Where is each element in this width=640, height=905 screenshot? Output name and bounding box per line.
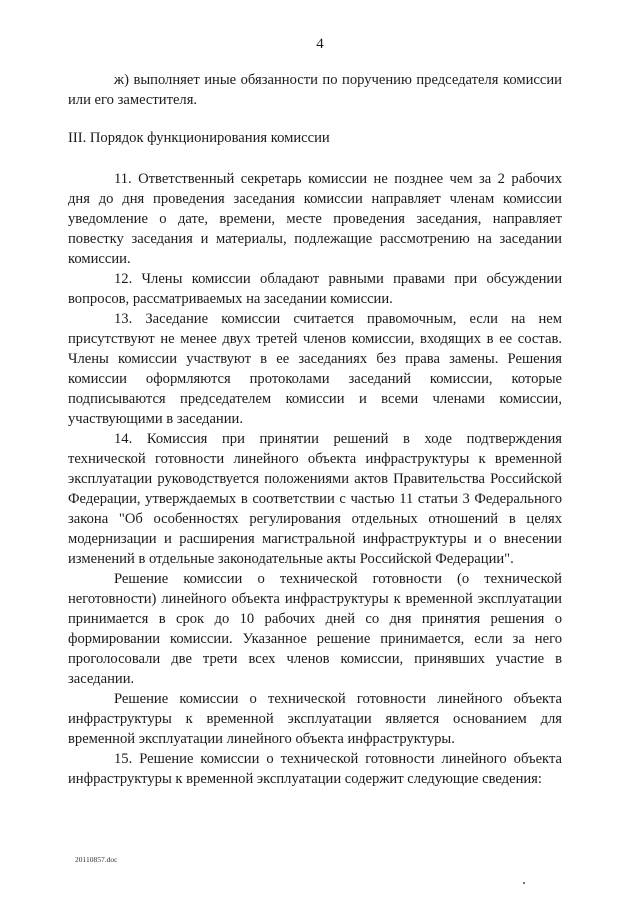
paragraph-11: 11. Ответственный секретарь комиссии не позднее чем за 2 рабочих дня до дня проведения заседания комиссии направляет членам комиссии уведомление о дате, времени, месте проведения заседания, направляет повестку заседания и материалы, подлежащие рассмотрению на заседании комиссии. (68, 171, 562, 267)
page-number: 4 (316, 36, 324, 52)
paragraph-15: 15. Решение комиссии о технической готовности линейного объекта инфраструктуры к временной эксплуатации содержит следующие сведения: (68, 751, 562, 787)
section-heading: III. Порядок функционирования комиссии (68, 130, 330, 146)
paragraph-14-decision-basis: Решение комиссии о технической готовности линейного объекта инфраструктуры к временной эксплуатации является основанием для временной эксплуатации линейного объекта инфраструктуры. (68, 691, 562, 747)
document-body (68, 70, 562, 789)
paragraph-13: 13. Заседание комиссии считается правомочным, если на нем присутствуют не менее двух третей членов комиссии, входящих в ее состав. Члены комиссии участвуют в ее заседаниях без права замены. Решения комиссии оформляются протоколами заседаний комиссии, которые подписываются председателем комиссии и всеми членами комиссии, участвующими в заседании. (68, 311, 562, 427)
scan-dot (523, 882, 525, 884)
paragraph-14: 14. Комиссия при принятии решений в ходе подтверждения технической готовности линейного объекта инфраструктуры к временной эксплуатации руководствуется положениями актов Правительства Российской Федерации, утверждаемых в соответствии с частью 11 статьи 3 Федерального закона "Об особенностях регулирования отдельных отношений в целях модернизации и расширения магистральной инфраструктуры и о внесении изменений в отдельные законодательные акты Российской Федерации". (68, 431, 562, 567)
document-file-reference: 20110857.doc (75, 855, 118, 864)
list-item-zh: ж) выполняет иные обязанности по поручению председателя комиссии или его заместителя. (68, 72, 562, 108)
paragraph-12: 12. Члены комиссии обладают равными правами при обсуждении вопросов, рассматриваемых на заседании комиссии. (68, 271, 562, 307)
paragraph-14-decision-term: Решение комиссии о технической готовности (о технической неготовности) линейного объекта инфраструктуры к временной эксплуатации принимается в срок до 10 рабочих дней со дня принятия решения о формировании комиссии. Указанное решение принимается, если за него проголосовали две трети всех членов комиссии, принявших участие в заседании. (68, 571, 562, 687)
